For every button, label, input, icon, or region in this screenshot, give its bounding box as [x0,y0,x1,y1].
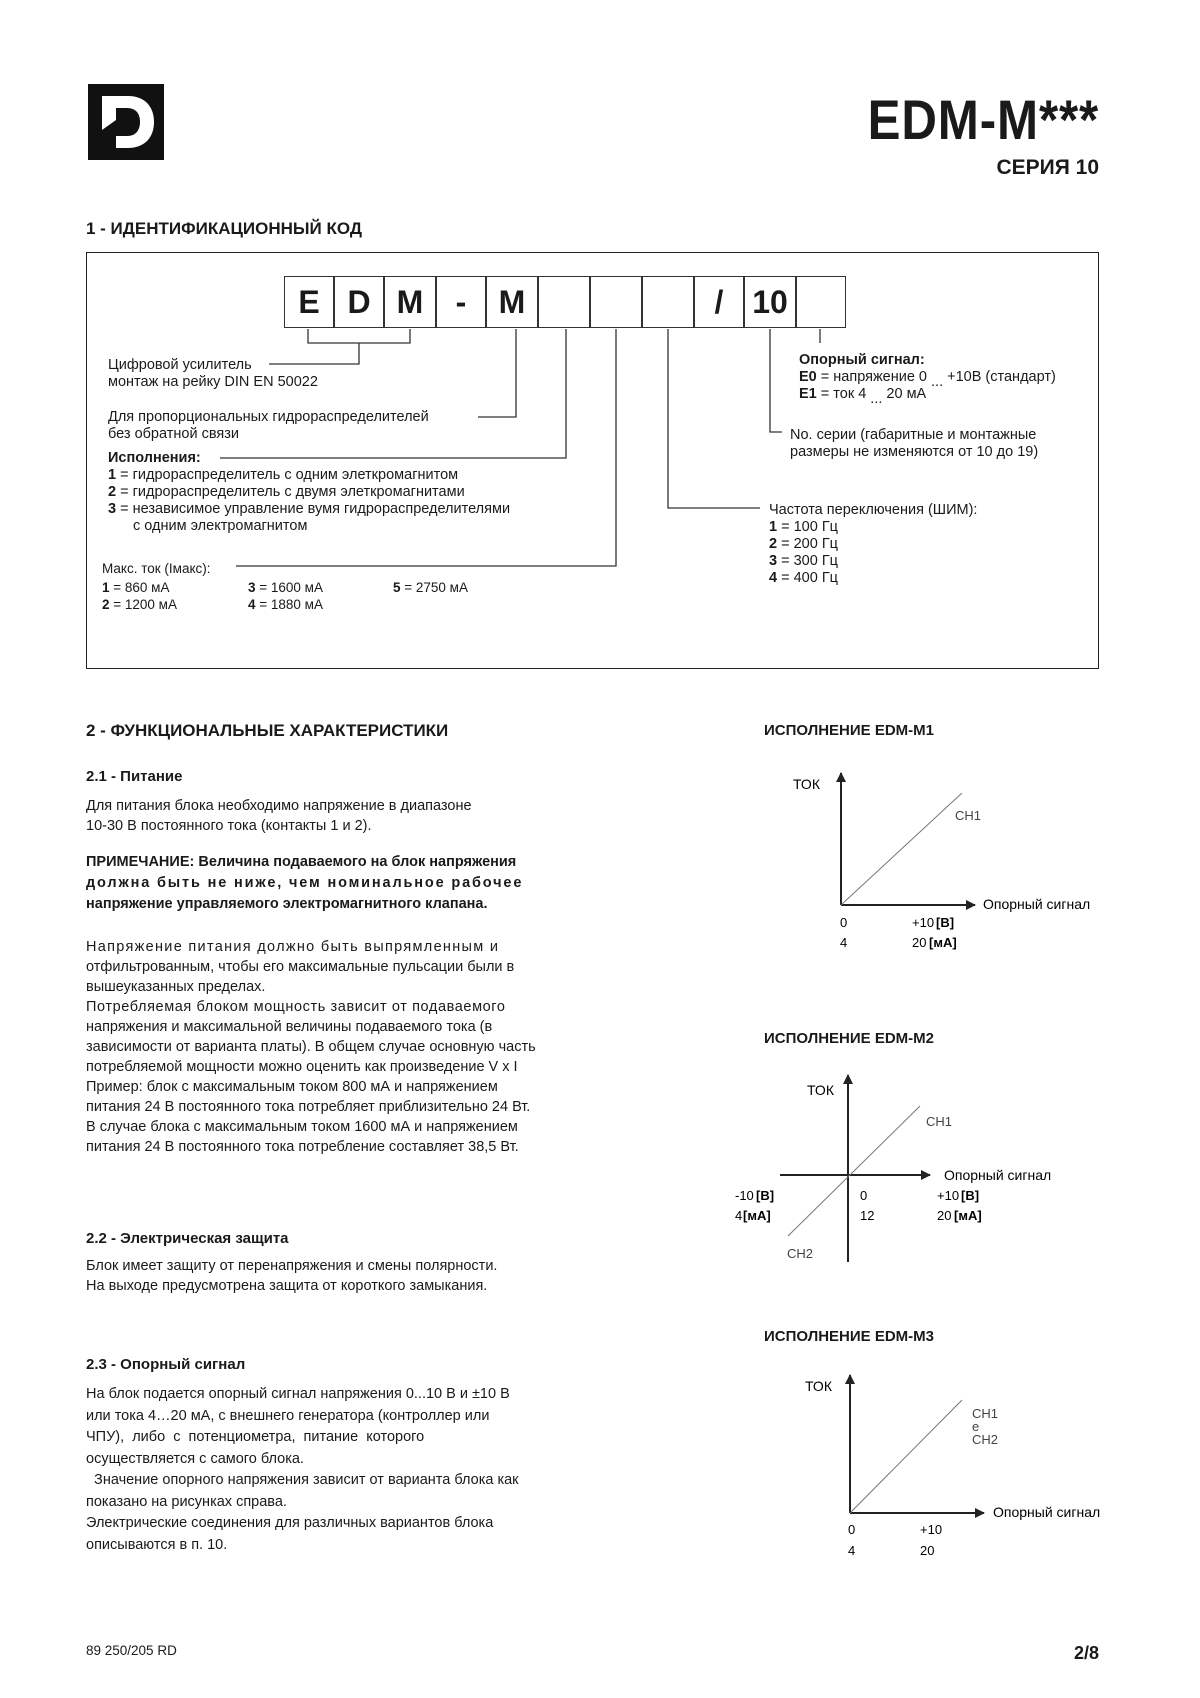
mc-text: = 1200 мА [109,597,177,612]
pwm-text: = 200 Гц [777,536,838,552]
text-line: Пример: блок с максимальным током 800 мА и напряжением [86,1079,498,1095]
mc-text: = 1880 мА [255,597,323,612]
text-line: Для питания блока необходимо напряжение в диапазоне [86,798,472,814]
m2-c1: 20 [937,1208,952,1223]
pwm-text: = 100 Гц [777,519,838,535]
mc-num: 3 [248,580,256,595]
series-title: СЕРИЯ 10 [996,156,1099,179]
m3-y-label: ТОК [805,1378,832,1394]
m3-ch2-label: CH2 [972,1432,999,1447]
s23-title: 2.3 - Опорный сигнал [86,1356,246,1373]
footer-page-number: 2/8 [1073,1643,1099,1663]
text-line: Напряжение питания должно быть выпрямленным и [86,939,500,955]
text-line: осуществляется с самого блока. [86,1450,304,1467]
m2-cneg-unit: [мА] [743,1208,771,1223]
m2-xneg-unit: [В] [756,1188,775,1203]
m2-cneg: 4 [735,1208,743,1223]
footer-doc-number: 89 250/205 RD [86,1643,177,1658]
ref-text: = ток 4 [816,386,871,402]
mc-text: = 2750 мА [400,580,468,595]
m1-x1: +10 [912,915,935,930]
m3-and-label: e [972,1419,980,1434]
m2-x0: 0 [860,1188,868,1203]
version-text: = гидрораспределитель с одним элеткромагнитом [116,467,459,483]
pwm-num: 1 [769,519,778,535]
pwm-title: Частота переключения (ШИМ): [769,502,978,518]
text-line: Блок имеет защиту от перенапряжения и смены полярности. [86,1258,498,1274]
code-cell: E [284,276,334,328]
code-cell: 10 [744,276,796,328]
diagram-m1-title: ИСПОЛНЕНИЕ EDM-M1 [764,722,935,739]
m3-c1: 20 [920,1543,935,1558]
text-line: показано на рисунках справа. [86,1493,287,1510]
text-line: питания 24 В постоянного тока потребление составляет 38,5 Вт. [86,1139,519,1155]
section1-title: 1 - ИДЕНТИФИКАЦИОННЫЙ КОД [86,219,362,238]
m1-x1-unit: [В] [936,915,955,930]
ref-code: E0 [799,369,817,385]
diagram-m3 [805,1375,1100,1558]
s22-title: 2.2 - Электрическая защита [86,1230,289,1247]
pwm-text: = 300 Гц [777,553,838,569]
m1-c1: 20 [912,935,927,950]
version-cont: с одним электромагнитом [133,518,308,534]
m3-x0: 0 [848,1522,856,1537]
pwm-num: 2 [769,536,778,552]
mc-num: 4 [248,597,256,612]
ref-text: = напряжение 0 [816,369,932,385]
ann-line: No. серии (габаритные и монтажные [790,427,1037,443]
text-line: ЧПУ), либо с потенциометра, питание которого [86,1429,425,1445]
text-line: зависимости от варианта платы). В общем случае основную часть [86,1039,536,1055]
pwm-num: 4 [769,570,778,586]
ref-dots: ... [931,374,944,390]
text-line: питания 24 В постоянного тока потребляет приблизительно 24 Вт. [86,1099,531,1115]
m2-c0: 12 [860,1208,875,1223]
text-line: На выходе предусмотрена защита от короткого замыкания. [86,1278,488,1294]
pwm-num: 3 [769,553,778,569]
m2-xneg: -10 [735,1188,754,1203]
text-line: отфильтрованным, чтобы его максимальные пульсации были в [86,959,515,975]
s21-title: 2.1 - Питание [86,768,183,785]
m2-x-label: Опорный сигнал [944,1167,1052,1183]
version-text: = независимое управление вумя гидрораспределителями [116,501,511,517]
ann-line: монтаж на рейку DIN EN 50022 [108,374,318,390]
m2-ch1-line [788,1106,920,1236]
diagram-m2-title: ИСПОЛНЕНИЕ EDM-M2 [764,1030,935,1047]
ref-code: E1 [799,386,817,402]
m3-ch-line [850,1400,962,1513]
text-line: вышеуказанных пределах. [86,979,266,995]
text-line: В случае блока с максимальным током 1600 мА и напряжением [86,1119,518,1135]
version-num: 1 [108,467,117,483]
mc-num: 1 [102,580,110,595]
ann-line: Для пропорциональных гидрораспределителей [108,409,429,425]
text-line: Значение опорного напряжения зависит от варианта блока как [86,1472,519,1488]
m1-y-label: ТОК [793,776,820,792]
pwm-text: = 400 Гц [777,570,838,586]
code-cell: - [436,276,486,328]
maxcurrent-title: Макс. ток (Iмакс): [102,561,211,576]
m2-x1: +10 [937,1188,960,1203]
versions-title: Исполнения: [108,450,201,466]
mc-text: = 860 мА [109,580,170,595]
ann-line: размеры не изменяются от 10 до 19) [790,444,1039,460]
code-cell: M [384,276,436,328]
m2-ch1-label: CH1 [926,1114,953,1129]
ann-line: Цифровой усилитель [108,357,252,373]
text-line: описываются в п. 10. [86,1536,228,1553]
version-num: 2 [108,484,117,500]
m2-c1-unit: [мА] [954,1208,982,1223]
m1-x-label: Опорный сигнал [983,896,1091,912]
version-num: 3 [108,501,117,517]
text-line: или тока 4…20 мА, с внешнего генератора (контроллер или [86,1407,490,1424]
text-line: 10-30 В постоянного тока (контакты 1 и 2). [86,818,372,834]
text-line: На блок подается опорный сигнал напряжения 0...10 В и ±10 В [86,1386,510,1402]
m1-ch1-line [841,793,962,905]
m1-axes [841,773,975,905]
ref-tail: +10В (стандарт) [943,369,1056,385]
diagram-m2 [735,1075,1051,1262]
diagram-m3-title: ИСПОЛНЕНИЕ EDM-M3 [764,1328,935,1345]
mc-text: = 1600 мА [255,580,323,595]
m3-x-label: Опорный сигнал [993,1504,1101,1520]
m3-x1: +10 [920,1522,943,1537]
mc-num: 2 [102,597,110,612]
version-text: = гидрораспределитель с двумя элеткромагнитами [116,484,465,500]
text-line: напряжение управляемого электромагнитного клапана. [86,896,488,912]
text-line: напряжения и максимальной величины подаваемого тока (в [86,1019,493,1035]
reference-title: Опорный сигнал: [799,352,925,368]
ref-tail: 20 мА [882,386,927,402]
m3-c0: 4 [848,1543,856,1558]
text-line: Потребляемая блоком мощность зависит от подаваемого [86,999,506,1015]
model-title: EDM-M*** [867,88,1099,151]
code-cell: / [694,276,744,328]
m2-ch2-label: CH2 [787,1246,814,1261]
code-cell: D [334,276,384,328]
section2-title: 2 - ФУНКЦИОНАЛЬНЫЕ ХАРАКТЕРИСТИКИ [86,721,449,740]
m1-c0: 4 [840,935,848,950]
code-cell: M [486,276,538,328]
text-line: ПРИМЕЧАНИЕ: Величина подаваемого на блок напряжения [86,854,517,870]
text-line: должна быть не ниже, чем номинальное рабочее [86,875,524,891]
text-line: потребляемой мощности можно оценить как произведение V x I [86,1059,518,1075]
ann-line: без обратной связи [108,426,239,442]
m2-y-label: ТОК [807,1082,834,1098]
mc-num: 5 [393,580,401,595]
ref-dots: ... [870,391,883,407]
m1-c1-unit: [мА] [929,935,957,950]
m3-ch1-label: CH1 [972,1406,999,1421]
m2-x1-unit: [В] [961,1188,980,1203]
m1-ch1-label: CH1 [955,808,982,823]
m1-x0: 0 [840,915,848,930]
text-line: Электрические соединения для различных вариантов блока [86,1515,494,1531]
